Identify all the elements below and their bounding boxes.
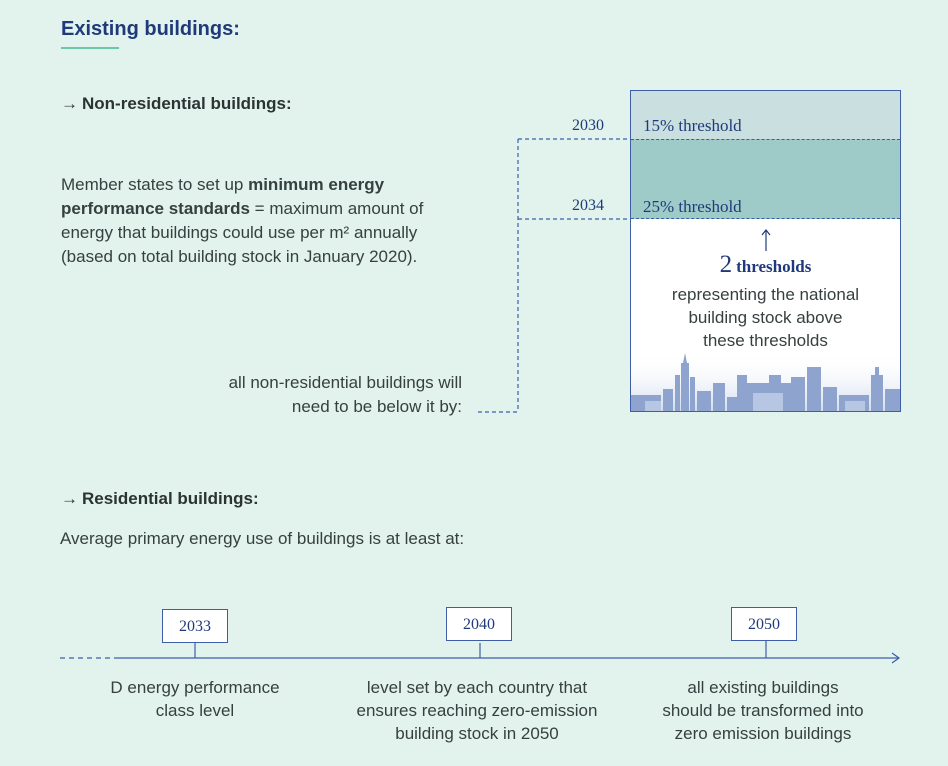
caption-line: should be transformed into bbox=[662, 701, 864, 720]
page-title: Existing buildings: bbox=[61, 18, 240, 40]
threshold-year-2034: 2034 bbox=[572, 197, 604, 214]
threshold-label-15: 15% threshold bbox=[643, 116, 742, 135]
caption-line: building stock in 2050 bbox=[395, 724, 559, 743]
milestone-year-2033: 2033 bbox=[162, 609, 228, 643]
caption-line: all existing buildings bbox=[687, 678, 839, 697]
deadline-line-2: need to be below it by: bbox=[291, 397, 462, 416]
non-residential-heading-text: Non-residential buildings: bbox=[82, 94, 292, 113]
deadline-line-1: all non-residential buildings will bbox=[228, 373, 462, 392]
mep-description-part2: = maximum amount of energy that buildings could use per m² annually (based on total building stock in January 2020). bbox=[61, 199, 424, 266]
caption-line: class level bbox=[155, 701, 235, 720]
threshold-label-25: 25% threshold bbox=[643, 197, 742, 216]
milestone-caption-2033 bbox=[60, 676, 330, 722]
caption-line: zero emission buildings bbox=[674, 724, 852, 743]
threshold-year-2030: 2030 bbox=[572, 117, 604, 134]
arrow-right-icon: → bbox=[61, 94, 78, 113]
thresholds-word: thresholds bbox=[736, 257, 812, 276]
thresholds-note-line-2: building stock above bbox=[688, 308, 843, 327]
caption-line: ensures reaching zero-emission bbox=[356, 701, 598, 720]
arrow-right-icon: → bbox=[61, 489, 78, 508]
residential-heading-text: Residential buildings: bbox=[82, 489, 259, 508]
thresholds-note-line-1: representing the national bbox=[671, 285, 860, 304]
milestone-year-2040: 2040 bbox=[446, 607, 512, 641]
mep-description-part1: Member states to set up bbox=[61, 175, 249, 194]
mep-description-bold: minimum energy performance standards bbox=[61, 175, 385, 218]
residential-intro: Average primary energy use of buildings is at least at: bbox=[60, 529, 465, 548]
milestone-caption-2040 bbox=[330, 676, 624, 745]
milestone-year-2050: 2050 bbox=[731, 607, 797, 641]
thresholds-note-line-3: these thresholds bbox=[703, 331, 828, 350]
milestone-caption-2050 bbox=[630, 676, 896, 745]
thresholds-number: 2 bbox=[719, 251, 733, 278]
caption-line: level set by each country that bbox=[366, 678, 588, 697]
caption-line: D energy performance bbox=[110, 678, 280, 697]
